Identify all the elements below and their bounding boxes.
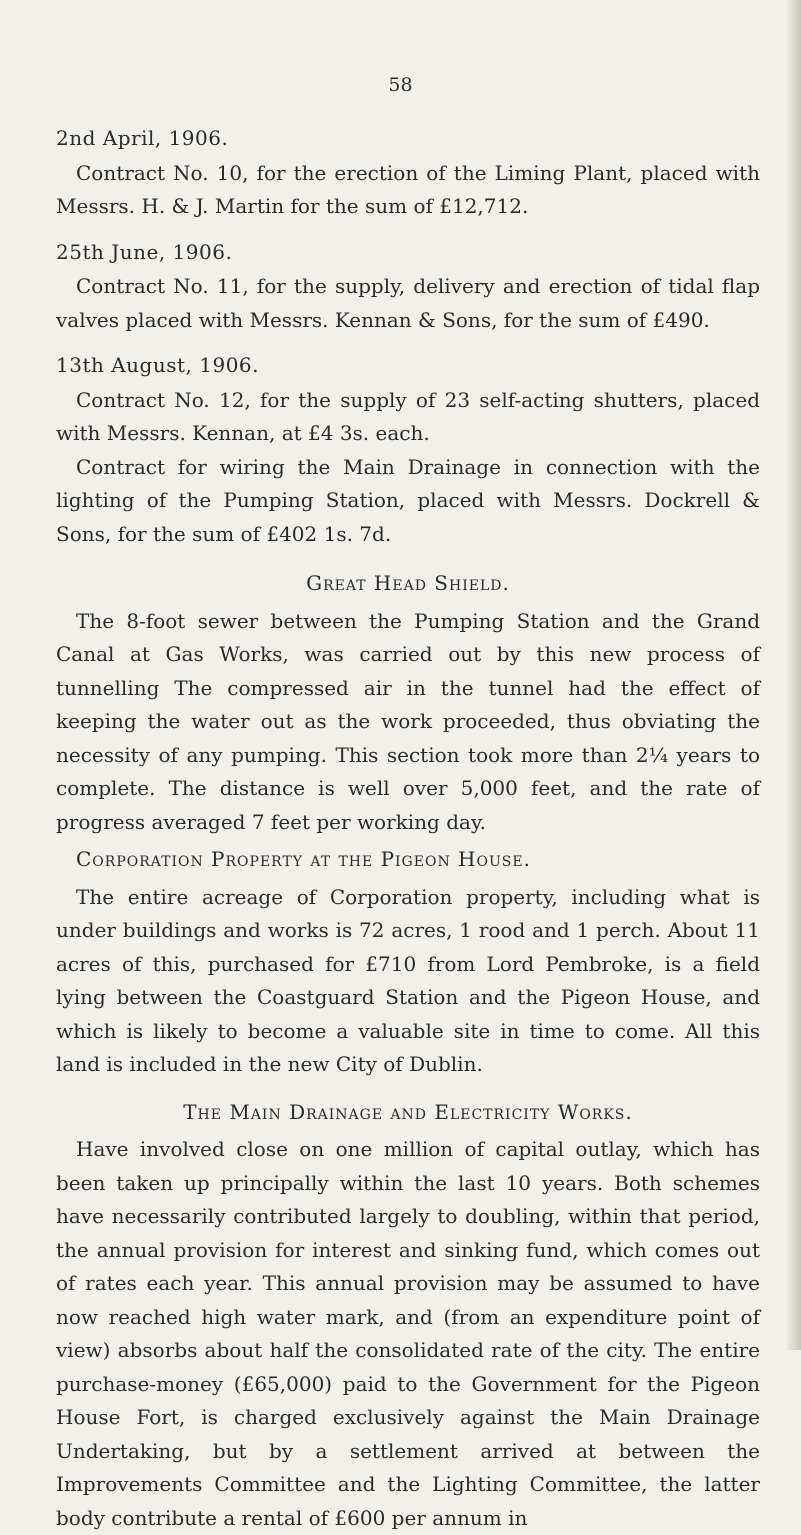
section-paragraph: The 8-foot sewer between the Pumping Station and the Grand Canal at Gas Works, was carried out by this new process of tunnelling The compressed air in the tunnel had the effect of keeping the water out as the work proceeded, thus obviating the necessity of any pumping. This section took more than 2¼ years to complete. The distance is well over 5,000 feet, and the rate of progress averaged 7 feet per working day. xyxy=(56,608,760,834)
entry-date: 25th June, 1906. xyxy=(56,239,233,264)
entry-paragraph: Contract No. 10, for the erection of the Liming Plant, placed with Messrs. H. & J. Martin for the sum of £12,712. xyxy=(56,160,760,218)
page-body xyxy=(56,122,760,1535)
entry-date: 2nd April, 1906. xyxy=(56,126,229,150)
page-number: 58 xyxy=(388,74,413,96)
page-edge-shadow xyxy=(787,0,801,1350)
section-paragraph: Have involved close on one million of capital outlay, which has been taken up principally within the last 10 years. Both schemes have necessarily contributed largely to doubling, within that period, the annual provision for interest and sinking fund, which comes out of rates each year. This annual provision may be assumed to have now reached high water mark, and (from an expenditure point of view) absorbs about half the consolidated rate of the city. The entire purchase-money (£65,000) paid to the Government for the Pigeon House Fort, is charged exclusively against the Main Drainage Undertaking, but by a settlement arrived at between the Improvements Committee and the Lighting Committee, the latter body contribute a rental of £600 per annum in xyxy=(56,1137,760,1530)
entry-paragraph: Contract for wiring the Main Drainage in connection with the lighting of the Pumping Station, placed with Messrs. Dockrell & Sons, for the sum of £402 1s. 7d. xyxy=(56,454,760,546)
entry-paragraph: Contract No. 11, for the supply, delivery and erection of tidal flap valves placed with Messrs. Kennan & Sons, for the sum of £490. xyxy=(56,274,760,332)
section-heading: The Main Drainage and Electricity Works. xyxy=(183,1099,633,1124)
section-heading: Corporation Property at the Pigeon House. xyxy=(76,847,531,871)
entry-paragraph: Contract No. 12, for the supply of 23 self-acting shutters, placed with Messrs. Kennan, at £4 3s. each. xyxy=(56,387,760,445)
section-heading: Great Head Shield. xyxy=(306,571,510,595)
section-paragraph: The entire acreage of Corporation property, including what is under buildings and works is 72 acres, 1 rood and 1 perch. About 11 acres of this, purchased for £710 from Lord Pembroke, is a field lying between the Coastguard Station and the Pigeon House, and which is likely to become a valuable site in time to come. All this land is included in the new City of Dublin. xyxy=(56,884,760,1076)
entry-date: 13th August, 1906. xyxy=(56,353,260,377)
